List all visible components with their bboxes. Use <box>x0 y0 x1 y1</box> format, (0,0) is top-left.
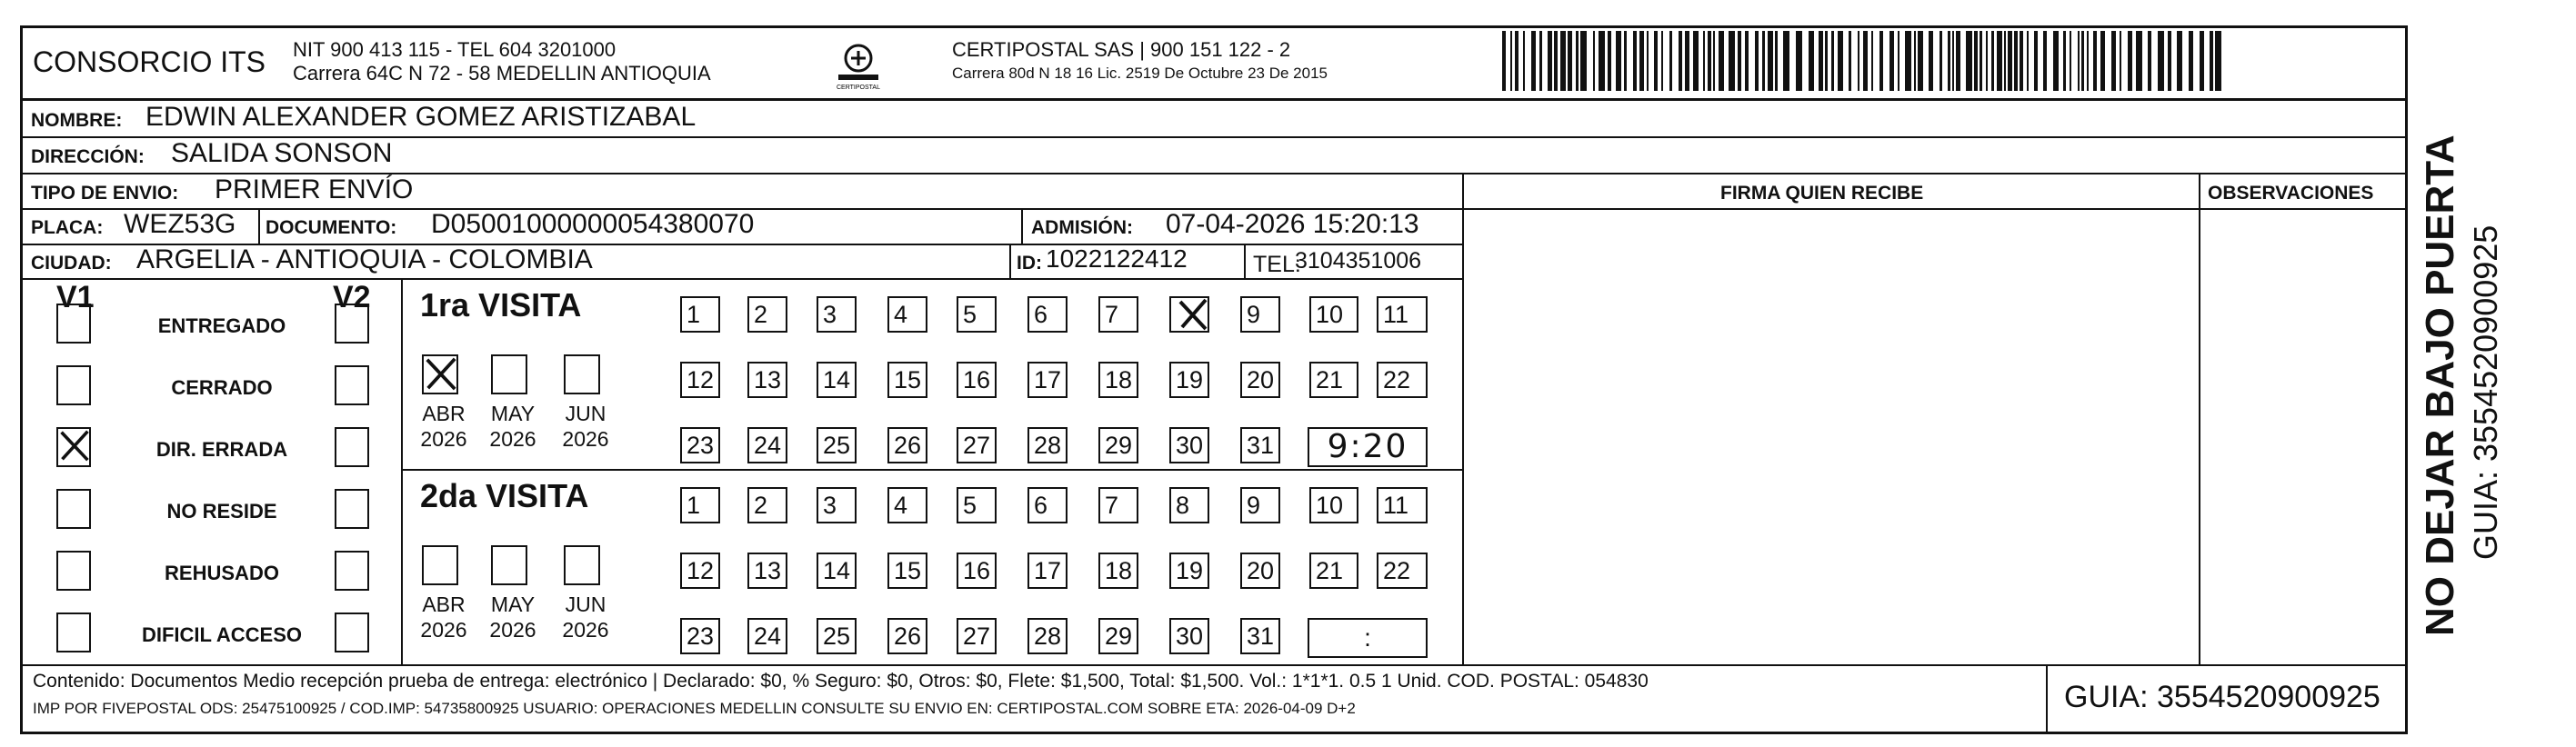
day-cell[interactable]: 24 <box>747 618 787 654</box>
month-checkbox[interactable] <box>491 545 527 585</box>
barcode-bar <box>1956 31 1960 91</box>
time-field[interactable]: 9:20 <box>1308 427 1428 467</box>
v2-checkbox[interactable] <box>335 551 369 591</box>
month-checkbox[interactable] <box>564 545 600 585</box>
v1-checkbox-checked[interactable] <box>56 427 91 467</box>
day-cell[interactable]: 2 <box>747 296 787 333</box>
barcode-bar <box>1661 31 1663 91</box>
v1-checkbox[interactable] <box>56 551 91 591</box>
barcode-bar <box>1997 31 2002 91</box>
barcode-bar <box>1940 31 1942 91</box>
barcode-bar <box>2136 31 2142 91</box>
barcode-bar <box>1654 31 1658 91</box>
barcode-bar <box>2111 31 2116 91</box>
barcode-bar <box>1693 31 1699 91</box>
v2-label: V2 <box>333 280 371 314</box>
barcode-bar <box>2020 31 2023 91</box>
barcode-bar <box>1647 31 1649 91</box>
barcode-bar <box>1510 31 1512 91</box>
barcode-bar <box>1580 31 1587 91</box>
day-cell[interactable]: 16 <box>957 362 997 398</box>
certipostal-logo <box>835 40 882 91</box>
barcode-bar <box>1914 31 1916 91</box>
day-cell[interactable]: 3 <box>817 487 857 523</box>
day-cell[interactable]: 14 <box>817 362 857 398</box>
month-label: MAY <box>490 402 536 425</box>
day-cell[interactable]: 19 <box>1169 553 1209 589</box>
company-line-1: NIT 900 413 115 - TEL 604 3201000 <box>293 38 616 61</box>
barcode-bar <box>1633 31 1637 91</box>
barcode-bar <box>1679 31 1682 91</box>
documento-value: D05001000000054380070 <box>431 209 755 239</box>
footer-line <box>22 664 2406 666</box>
month-checkbox[interactable] <box>491 354 527 394</box>
barcode-bar <box>1554 31 1558 91</box>
row-line <box>1464 208 2406 210</box>
day-cell[interactable]: 10 <box>1309 296 1358 333</box>
barcode-bar <box>1809 31 1814 91</box>
day-cell[interactable]: 5 <box>957 487 997 523</box>
barcode-bar <box>1685 31 1689 91</box>
day-cell[interactable]: 27 <box>957 427 997 463</box>
barcode-bar <box>1879 31 1883 91</box>
day-cell[interactable]: 26 <box>887 427 927 463</box>
year-label: 2026 <box>420 427 467 451</box>
day-cell[interactable]: 21 <box>1309 362 1358 398</box>
year-label: 2026 <box>489 427 536 451</box>
day-cell[interactable]: 29 <box>1098 618 1138 654</box>
day-cell[interactable]: 28 <box>1027 427 1067 463</box>
day-cell[interactable]: 23 <box>680 427 720 463</box>
barcode-bar <box>1991 31 1994 91</box>
barcode-bar <box>1502 31 1506 91</box>
day-cell[interactable]: 22 <box>1377 553 1428 589</box>
status-label: CERRADO <box>171 376 273 399</box>
status-label: NO RESIDE <box>166 500 277 523</box>
barcode-bar <box>1929 31 1933 91</box>
day-cell[interactable]: 11 <box>1377 296 1428 333</box>
status-label: DIR. ERRADA <box>155 438 288 461</box>
barcode-bar <box>2158 31 2164 91</box>
month-label: MAY <box>490 593 536 616</box>
v2-checkbox[interactable] <box>335 365 369 405</box>
day-cell[interactable]: 20 <box>1240 362 1280 398</box>
barcode-bar <box>1568 31 1572 91</box>
v1-label: V1 <box>56 280 95 314</box>
barcode-bar <box>1531 31 1536 91</box>
ciudad-value: ARGELIA - ANTIOQUIA - COLOMBIA <box>136 244 593 274</box>
day-cell-checked[interactable] <box>1169 296 1209 333</box>
barcode-bar <box>2177 31 2182 91</box>
placa-value: WEZ53G <box>124 209 236 239</box>
barcode-bar <box>2215 31 2221 91</box>
day-cell[interactable]: 9 <box>1240 296 1280 333</box>
day-cell[interactable]: 15 <box>887 362 927 398</box>
tipo-label: TIPO DE ENVIO: <box>31 183 179 204</box>
month-label: ABR <box>422 593 466 616</box>
year-label: 2026 <box>562 618 609 642</box>
day-cell[interactable]: 18 <box>1098 362 1138 398</box>
day-cell[interactable]: 30 <box>1169 427 1209 463</box>
courier-line-2: Carrera 80d N 18 16 Lic. 2519 De Octubre 23 De 2015 <box>952 65 1328 82</box>
day-cell[interactable]: 12 <box>680 553 720 589</box>
month-label: ABR <box>422 402 466 425</box>
visit-title: 2da VISITA <box>420 477 589 514</box>
day-cell[interactable]: 19 <box>1169 362 1209 398</box>
barcode-bar <box>1898 31 1899 91</box>
barcode-bar <box>1775 31 1778 91</box>
footer-line-2: IMP POR FIVEPOSTAL ODS: 25475100925 / COD.IMP: 54735800925 USUARIO: OPERACIONES MEDELLIN CONSULTE SU ENVIO EN: CERTIPOSTAL.COM SOBRE ETA: 2026-04-09 D+2 <box>33 700 1356 717</box>
barcode-bar <box>1952 31 1954 91</box>
barcode-bar <box>2070 31 2071 91</box>
barcode-bar <box>2100 31 2105 91</box>
nombre-value: EDWIN ALEXANDER GOMEZ ARISTIZABAL <box>145 102 697 132</box>
barcode-bar <box>1980 31 1982 91</box>
barcode-bar <box>1838 31 1843 91</box>
day-cell[interactable]: 11 <box>1377 487 1428 523</box>
direccion-value: SALIDA SONSON <box>171 138 393 168</box>
barcode-bar <box>1539 31 1542 91</box>
day-cell[interactable]: 14 <box>817 553 857 589</box>
status-label: ENTREGADO <box>157 314 286 337</box>
day-cell[interactable]: 8 <box>1169 487 1209 523</box>
col-line <box>1021 208 1023 244</box>
col-line <box>2046 664 2048 734</box>
barcode-bar <box>1639 31 1644 91</box>
status-label: DIFICIL ACCESO <box>141 623 302 646</box>
day-cell[interactable]: 4 <box>887 487 927 523</box>
barcode-bar <box>1515 31 1519 91</box>
logo-caption: CERTIPOSTAL <box>837 85 880 91</box>
v1-checkbox[interactable] <box>56 365 91 405</box>
barcode-bar <box>2120 31 2121 91</box>
day-cell[interactable]: 27 <box>957 618 997 654</box>
year-label: 2026 <box>489 618 536 642</box>
visit-title: 1ra VISITA <box>420 286 582 324</box>
barcode-bar <box>1548 31 1552 91</box>
day-cell[interactable]: 2 <box>747 487 787 523</box>
courier-line-1: CERTIPOSTAL SAS | 900 151 122 - 2 <box>952 38 1291 61</box>
day-cell[interactable]: 13 <box>747 362 787 398</box>
barcode-bar <box>1819 31 1823 91</box>
day-cell[interactable]: 24 <box>747 427 787 463</box>
day-cell[interactable]: 30 <box>1169 618 1209 654</box>
barcode-bar <box>1669 31 1672 91</box>
barcode-bar <box>1523 31 1525 91</box>
barcode-bar <box>1871 31 1873 91</box>
barcode-bar <box>2128 31 2132 91</box>
id-value: 1022122412 <box>1046 244 1188 273</box>
barcode-bar <box>2078 31 2080 91</box>
barcode-bar <box>2081 31 2084 91</box>
v2-checkbox[interactable] <box>335 427 369 467</box>
day-cell[interactable]: 31 <box>1240 427 1280 463</box>
v1-checkbox[interactable] <box>56 304 91 344</box>
month-label: JUN <box>565 402 606 425</box>
col-line <box>258 208 260 244</box>
firma-area[interactable] <box>1466 211 2197 662</box>
col-line <box>1462 173 1464 664</box>
v2-checkbox[interactable] <box>335 489 369 529</box>
tipo-value: PRIMER ENVÍO <box>215 174 414 204</box>
day-cell[interactable]: 5 <box>957 296 997 333</box>
day-cell[interactable]: 26 <box>887 618 927 654</box>
id-label: ID: <box>1017 253 1042 274</box>
day-cell[interactable]: 9 <box>1240 487 1280 523</box>
barcode-bar <box>1918 31 1923 91</box>
placa-label: PLACA: <box>31 217 104 238</box>
day-cell[interactable]: 1 <box>680 487 720 523</box>
barcode-bar <box>1624 31 1627 91</box>
barcode-bar <box>1703 31 1705 91</box>
firma-header: FIRMA QUIEN RECIBE <box>1720 183 1924 204</box>
col-line <box>1009 244 1011 278</box>
barcode-bar <box>1738 31 1741 91</box>
barcode-bar <box>1755 31 1759 91</box>
visit-divider <box>401 469 1462 471</box>
day-cell[interactable]: 28 <box>1027 618 1067 654</box>
day-cell[interactable]: 6 <box>1027 296 1067 333</box>
barcode-bar <box>1966 31 1972 91</box>
month-label: JUN <box>565 593 606 616</box>
barcode-bar <box>2034 31 2038 91</box>
barcode-bar <box>1560 31 1566 91</box>
barcode-bar <box>1762 31 1765 91</box>
day-cell[interactable]: 13 <box>747 553 787 589</box>
barcode-bar <box>1783 31 1789 91</box>
row-line <box>22 278 1462 280</box>
day-cell[interactable]: 4 <box>887 296 927 333</box>
month-checkbox-checked[interactable] <box>422 354 458 394</box>
year-label: 2026 <box>420 618 467 642</box>
barcode-bar <box>1849 31 1851 91</box>
day-cell[interactable]: 31 <box>1240 618 1280 654</box>
day-cell[interactable]: 21 <box>1309 553 1358 589</box>
day-cell[interactable]: 20 <box>1240 553 1280 589</box>
barcode-bar <box>2043 31 2047 91</box>
day-cell[interactable]: 17 <box>1027 553 1067 589</box>
day-cell[interactable]: 7 <box>1098 296 1138 333</box>
barcode-bar <box>1616 31 1621 91</box>
day-cell[interactable]: 29 <box>1098 427 1138 463</box>
barcode-bar <box>1825 31 1828 91</box>
month-checkbox[interactable] <box>564 354 600 394</box>
barcode-bar <box>1986 31 1988 91</box>
barcode-bar <box>1858 31 1859 91</box>
barcode-bar <box>2027 31 2029 91</box>
barcode-bar <box>2087 31 2089 91</box>
barcode-bar <box>1974 31 1978 91</box>
company-name: CONSORCIO ITS <box>33 45 266 78</box>
day-cell[interactable]: 25 <box>817 618 857 654</box>
v1-checkbox[interactable] <box>56 489 91 529</box>
company-line-2: Carrera 64C N 72 - 58 MEDELLIN ANTIOQUIA <box>293 62 711 85</box>
barcode-bar <box>1745 31 1749 91</box>
barcode-bar <box>1719 31 1724 91</box>
barcode-bar <box>1831 31 1834 91</box>
month-checkbox[interactable] <box>422 545 458 585</box>
barcode <box>1502 31 2226 91</box>
ciudad-label: CIUDAD: <box>31 253 112 274</box>
day-cell[interactable]: 10 <box>1309 487 1358 523</box>
barcode-bar <box>1708 31 1711 91</box>
barcode-bar <box>2004 31 2006 91</box>
time-field[interactable]: : <box>1308 618 1428 658</box>
day-cell[interactable]: 18 <box>1098 553 1138 589</box>
day-cell[interactable]: 6 <box>1027 487 1067 523</box>
observaciones-header: OBSERVACIONES <box>2208 183 2374 204</box>
barcode-bar <box>1599 31 1605 91</box>
tel-value: 3104351006 <box>1295 248 1422 274</box>
barcode-bar <box>1729 31 1735 91</box>
no-dejar-bajo-puerta: NO DEJAR BAJO PUERTA <box>2418 134 2462 636</box>
footer-line-1: Contenido: Documentos Medio recepción prueba de entrega: electrónico | Declarado: $0, % Seguro: $0, Otros: $0, Flete: $1,500, Total: $1,500. Vol.: 1*1*1. 0.5 1 Unid. COD. POSTAL: 054830 <box>33 671 1649 692</box>
barcode-bar <box>2014 31 2018 91</box>
barcode-bar <box>1796 31 1802 91</box>
v2-checkbox[interactable] <box>335 613 369 652</box>
barcode-bar <box>1905 31 1911 91</box>
day-cell[interactable]: 3 <box>817 296 857 333</box>
col-line <box>401 278 403 664</box>
barcode-bar <box>2168 31 2171 91</box>
barcode-bar <box>2093 31 2097 91</box>
day-cell[interactable]: 25 <box>817 427 857 463</box>
observaciones-area[interactable] <box>2202 211 2404 662</box>
barcode-bar <box>2063 31 2066 91</box>
barcode-bar <box>2008 31 2012 91</box>
guia-box: GUIA: 3554520900925 <box>2064 680 2381 714</box>
barcode-bar <box>1713 31 1715 91</box>
barcode-bar <box>2200 31 2204 91</box>
barcode-bar <box>1889 31 1894 91</box>
barcode-bar <box>2053 31 2059 91</box>
v2-checkbox[interactable] <box>335 304 369 344</box>
barcode-bar <box>2148 31 2151 91</box>
day-cell[interactable]: 23 <box>680 618 720 654</box>
day-cell[interactable]: 17 <box>1027 362 1067 398</box>
day-cell[interactable]: 1 <box>680 296 720 333</box>
documento-label: DOCUMENTO: <box>266 217 397 238</box>
barcode-bar <box>1593 31 1595 91</box>
day-cell[interactable]: 15 <box>887 553 927 589</box>
admision-value: 07-04-2026 15:20:13 <box>1166 209 1419 239</box>
tel-label: TEL: <box>1253 252 1301 277</box>
barcode-bar <box>1608 31 1611 91</box>
day-cell[interactable]: 12 <box>680 362 720 398</box>
col-line <box>2199 173 2200 664</box>
day-cell[interactable]: 7 <box>1098 487 1138 523</box>
barcode-bar <box>2189 31 2193 91</box>
day-cell[interactable]: 16 <box>957 553 997 589</box>
nombre-label: NOMBRE: <box>31 110 123 131</box>
vertical-guia: GUIA: 3554520900925 <box>2467 224 2504 560</box>
barcode-bar <box>1948 31 1950 91</box>
barcode-bar <box>1863 31 1868 91</box>
admision-label: ADMISIÓN: <box>1031 217 1133 238</box>
day-cell[interactable]: 22 <box>1377 362 1428 398</box>
year-label: 2026 <box>562 427 609 451</box>
status-label: REHUSADO <box>165 562 279 584</box>
v1-checkbox[interactable] <box>56 613 91 652</box>
col-line <box>1244 244 1246 278</box>
barcode-bar <box>1768 31 1773 91</box>
direccion-label: DIRECCIÓN: <box>31 146 145 167</box>
barcode-bar <box>1576 31 1579 91</box>
barcode-bar <box>2210 31 2213 91</box>
